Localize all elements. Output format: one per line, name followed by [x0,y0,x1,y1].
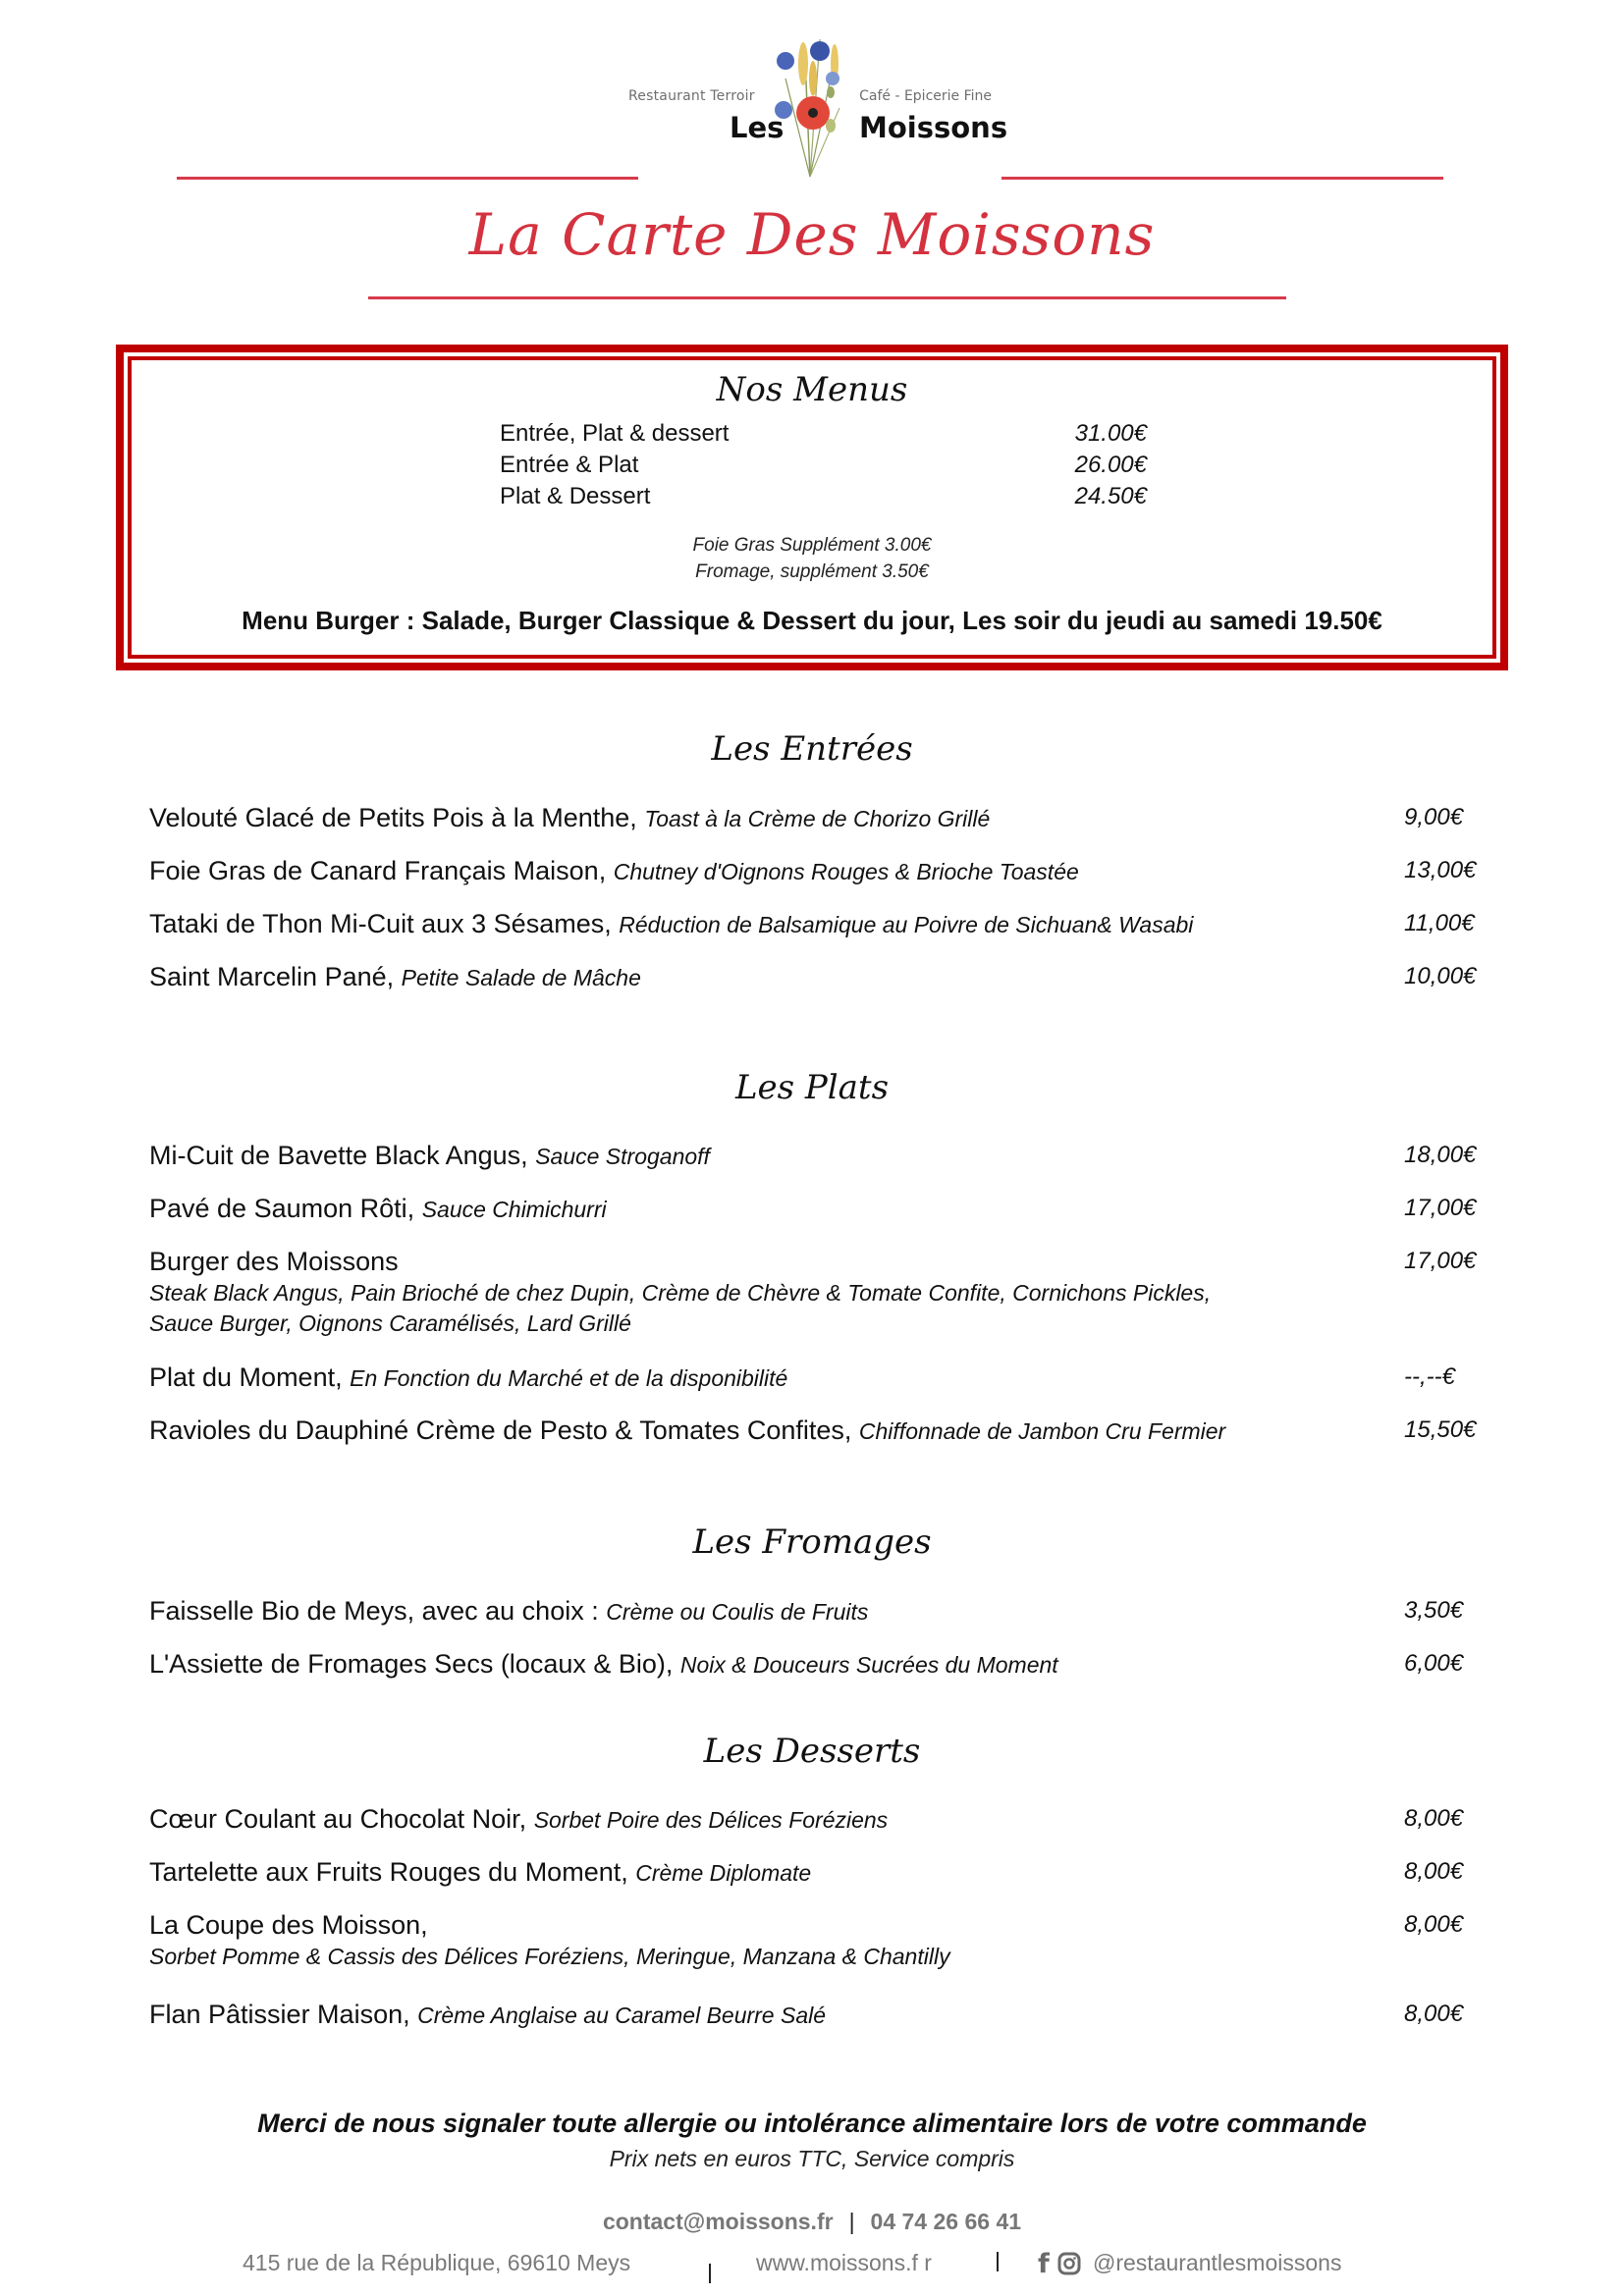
item-description: Sauce Chimichurri [421,1197,607,1222]
social-handle[interactable]: @restaurantlesmoissons [1093,2250,1342,2275]
set-menu-row [124,452,1500,481]
set-menu-price: 26.00€ [1074,452,1147,478]
menu-item [149,1647,1485,1682]
item-description: Toast à la Crème de Chorizo Grillé [644,806,991,831]
logo-name-right: Moissons [859,111,1008,144]
footer-divider [997,2252,999,2271]
set-menu-label: Entrée & Plat [500,452,639,478]
set-menus-heading: Nos Menus [716,370,908,409]
menu-item [149,1139,1485,1173]
footer-info-row [243,2250,1391,2279]
set-menus-box [116,345,1508,670]
item-price: 8,00€ [1404,2001,1464,2027]
item-name: Tartelette aux Fruits Rouges du Moment, [149,1857,628,1887]
footer-divider [709,2264,711,2283]
footer-website[interactable]: www.moissons.f r [756,2250,932,2275]
header-rule-left [177,177,638,180]
menu-item [149,1998,1485,2032]
wildflower-bouquet-icon [766,20,854,182]
menu-item [149,854,1485,888]
item-name: Pavé de Saumon Rôti, [149,1194,415,1223]
menu-item [149,1192,1485,1226]
section-heading-plats: Les Plats [734,1068,890,1107]
item-description: Petite Salade de Mâche [401,965,641,990]
item-description: Crème Anglaise au Caramel Beurre Salé [417,2002,827,2028]
item-price: 13,00€ [1404,857,1477,883]
item-price: 6,00€ [1404,1650,1464,1677]
set-menu-price: 24.50€ [1074,483,1147,509]
menu-item [149,801,1485,835]
item-name: Flan Pâtissier Maison, [149,2000,410,2029]
item-description-line: Steak Black Angus, Pain Brioché de chez Dupin, Crème de Chèvre & Tomate Confite, Cornichons Pickles, [149,1280,1212,1306]
supplement-foie-gras: Foie Gras Supplément 3.00€ [692,535,932,556]
item-description: Chutney d'Oignons Rouges & Brioche Toastée [613,859,1079,884]
item-price: 11,00€ [1404,910,1475,936]
prices-note: Prix nets en euros TTC, Service compris [609,2146,1015,2171]
item-description: Crème ou Coulis de Fruits [606,1599,869,1625]
title-underline [368,296,1286,299]
menu-item [149,1855,1485,1890]
section-heading-fromages: Les Fromages [692,1522,932,1562]
item-price: 17,00€ [1404,1248,1477,1274]
item-name: La Coupe des Moisson, [149,1910,428,1940]
section-heading-desserts: Les Desserts [703,1732,921,1771]
item-name: Velouté Glacé de Petits Pois à la Menthe, [149,803,637,832]
set-menu-label: Plat & Dessert [500,483,651,509]
item-price: 3,50€ [1404,1597,1464,1624]
menu-item [149,1908,1485,1972]
item-description: En Fonction du Marché et de la disponibilité [350,1365,788,1391]
menu-item [149,1594,1485,1629]
item-description: Crème Diplomate [635,1860,812,1886]
burger-menu-offer: Menu Burger : Salade, Burger Classique & Dessert du jour, Les soir du jeudi au samedi 19.50€ [242,606,1382,635]
separator: | [848,2209,855,2234]
supplement-fromage: Fromage, supplément 3.50€ [695,561,929,582]
set-menu-row [124,420,1500,450]
item-description-line: Sauce Burger, Oignons Caramélisés, Lard Grillé [149,1310,631,1336]
item-price: 9,00€ [1404,804,1464,830]
item-price: 15,50€ [1404,1416,1477,1443]
item-description: Noix & Douceurs Sucrées du Moment [679,1652,1058,1678]
item-name: L'Assiette de Fromages Secs (locaux & Bio), [149,1649,674,1679]
allergy-notice: Merci de nous signaler toute allergie ou intolérance alimentaire lors de votre commande [257,2109,1367,2138]
item-name: Saint Marcelin Pané, [149,962,395,991]
footer-address: 415 rue de la République, 69610 Meys [243,2250,631,2275]
item-name: Mi-Cuit de Bavette Black Angus, [149,1141,528,1170]
item-name: Cœur Coulant au Chocolat Noir, [149,1804,527,1834]
item-price: 10,00€ [1404,963,1477,989]
item-description: Sorbet Poire des Délices Foréziens [533,1807,889,1833]
item-description-line: Sorbet Pomme & Cassis des Délices Foréziens, Meringue, Manzana & Chantilly [149,1944,950,1969]
logo-tagline-right: Café - Epicerie Fine [859,88,992,104]
item-name: Foie Gras de Canard Français Maison, [149,856,607,885]
contact-email[interactable]: contact@moissons.fr [602,2209,834,2234]
restaurant-logo [609,20,1011,182]
header-rule-right [1001,177,1443,180]
item-price: 8,00€ [1404,1911,1464,1938]
contact-phone[interactable]: 04 74 26 66 41 [870,2209,1022,2234]
page-title: La Carte Des Moissons [468,201,1156,268]
item-price: 8,00€ [1404,1805,1464,1832]
item-name: Plat du Moment, [149,1362,343,1392]
set-menu-price: 31.00€ [1074,420,1147,447]
item-name: Burger des Moissons [149,1247,399,1276]
logo-tagline-left: Restaurant Terroir [628,88,755,104]
item-price: 8,00€ [1404,1858,1464,1885]
item-description: Sauce Stroganoff [535,1144,710,1169]
menu-item [149,1802,1485,1837]
item-name: Ravioles du Dauphiné Crème de Pesto & Tomates Confites, [149,1415,852,1445]
item-name: Tataki de Thon Mi-Cuit aux 3 Sésames, [149,909,612,938]
item-description: Chiffonnade de Jambon Cru Fermier [858,1418,1226,1444]
set-menu-label: Entrée, Plat & dessert [500,420,730,447]
item-description: Réduction de Balsamique au Poivre de Sichuan& Wasabi [619,912,1194,937]
item-price: 18,00€ [1404,1142,1477,1168]
item-price: 17,00€ [1404,1195,1477,1221]
facebook-icon[interactable]: f [1038,2249,1050,2279]
instagram-icon[interactable] [1057,2252,1081,2281]
set-menu-row [124,483,1500,512]
contact-line [0,2209,1624,2235]
menu-item [149,960,1485,994]
menu-item [149,1414,1485,1448]
logo-name-left: Les [730,111,785,144]
menu-item [149,1361,1485,1395]
item-price: --,--€ [1404,1363,1455,1390]
section-heading-entrees: Les Entrées [711,729,913,769]
menu-item [149,907,1485,941]
item-name: Faisselle Bio de Meys, avec au choix : [149,1596,599,1626]
menu-item [149,1245,1485,1339]
